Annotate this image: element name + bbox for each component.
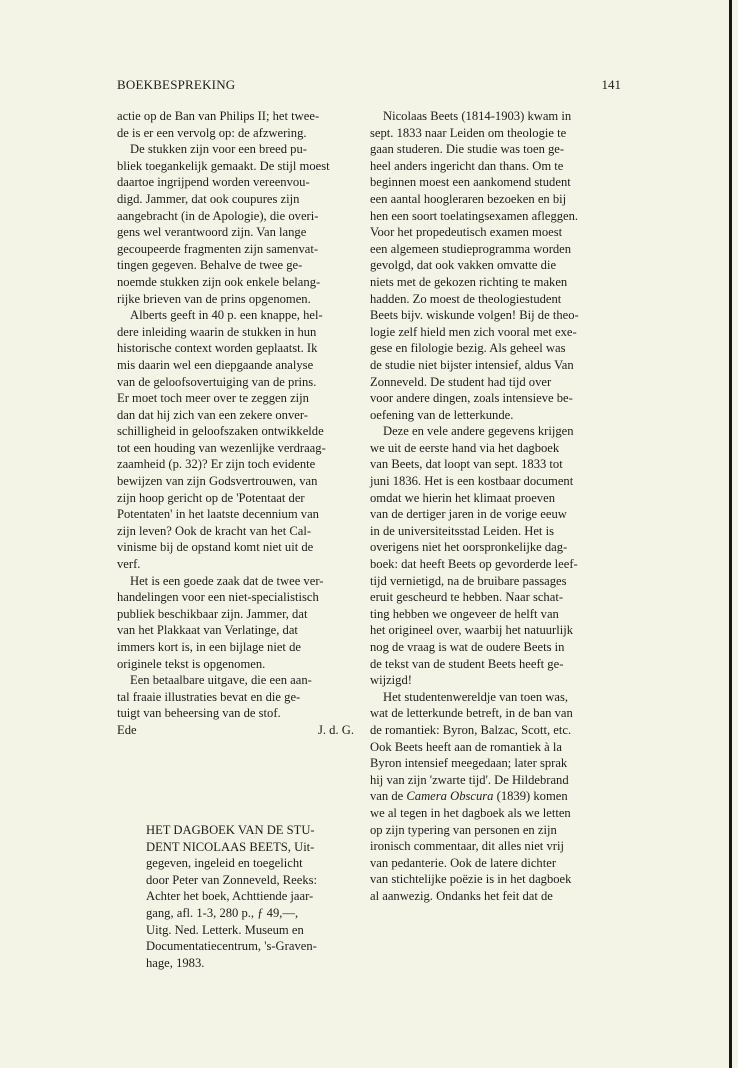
- paragraph-text: Het studentenwereldje van toen was, wat de letterkunde betreft, in de ban van de romantiek: Byron, Balzac, Scott, etc. Ook Beets heeft aan de romantiek à la Byron intensief meegedaan; later sprak hij van zijn 'zwarte tijd'. De Hildebrand van de: [370, 689, 573, 804]
- section-title: BOEKBESPREKING: [117, 77, 236, 92]
- left-column: [117, 108, 354, 739]
- paragraph: De stukken zijn voor een breed pu- bliek toegankelijk gemaakt. De stijl moest daartoe ingrijpend worden vereenvou- digd. Jammer, dat ook coupures zijn aangebracht (in de Apologie), die overi- gens wel verantwoord zijn. Van lange gecoupeerde fragmenten zijn samenvat- tingen gegeven. Behalve de twee ge- noemde stukken zijn ook enkele belang- rijke brieven van de prins opgenomen.: [117, 142, 330, 306]
- right-column: [370, 108, 621, 905]
- paragraph-text: (1839) komen we al tegen in het dagboek als we letten op zijn typering van personen en zijn ironisch commentaar, dit alles niet vrij van pedanterie. Ook de latere dichter van stichtelijke poëzie is in het dagboek al aanwezig. Ondanks het feit dat de: [370, 789, 572, 903]
- book-title: Camera Obscura: [406, 789, 494, 804]
- book-review-entry: HET DAGBOEK VAN DE STU- DENT NICOLAAS BEETS, Uit- gegeven, ingeleid en toegelicht door Peter van Zonneveld, Reeks: Achter het boek, Achttiende jaar- gang, afl. 1-3, 280 p., ƒ 49,—, Uitg. Ned. Letterk. Museum en Documentatiecentrum, 's-Graven- hage, 1983.: [146, 823, 318, 970]
- page-edge: [729, 0, 732, 1068]
- paragraph: Nicolaas Beets (1814-1903) kwam in sept. 1833 naar Leiden om theologie te gaan studeren. Die studie was toen ge- heel anders ingericht dan thans. Om te beginnen moest een aankomend student een aantal hoogleraren bezoeken en bij hen een soort toelatingsexamen afleggen. Voor het propedeutisch examen moest een algemeen studieprogramma worden gevolgd, dat ook vakken omvatte die niets met de gekozen richting te maken hadden. Zo moest de theologiestudent Beets bijv. wiskunde volgen! Bij de theo- logie zelf hield men zich vooral met exe- gese en filologie bezig. Als geheel was de studie niet bijster intensief, aldus Van Zonneveld. De student had tijd over voor andere dingen, zoals intensieve be- oefening van de letterkunde.: [370, 109, 579, 422]
- signature-initials: J. d. G.: [317, 722, 354, 737]
- paragraph: actie op de Ban van Philips II; het twee- de is er een vervolg op: de afzwering.: [117, 109, 320, 140]
- paragraph: Een betaalbare uitgave, die een aan- tal fraaie illustraties bevat en die ge- tuigt van beheersing van de stof.: [117, 673, 312, 721]
- paragraph: Deze en vele andere gegevens krijgen we uit de eerste hand via het dagboek van Beets, dat loopt van sept. 1833 tot juni 1836. Het is een kostbaar document omdat we hierin het klimaat proeven van de dertiger jaren in de vorige eeuw in de universiteitsstad Leiden. Het is overigens niet het oorspronkelijke dag- boek: dat heeft Beets op gevorderde leef- tijd vernietigd, na de bruibare passages eruit gescheurd te hebben. Naar schat- ting hebben we ongeveer de helft van het origineel over, waarbij het natuurlijk nog de vraag is wat de oudere Beets in de tekst van de student Beets heeft ge- wijzigd!: [370, 424, 578, 688]
- paragraph: Het is een goede zaak dat de twee ver- handelingen voor een niet-specialistisch publiek beschikbaar zijn. Jammer, dat van het Plakkaat van Verlatinge, dat immers kort is, in een bijlage niet de originele tekst is opgenomen.: [117, 573, 324, 671]
- paragraph: [370, 689, 621, 905]
- page-number: 141: [601, 77, 621, 92]
- paragraph: Alberts geeft in 40 p. een knappe, hel- dere inleiding waarin de stukken in hun historische context worden geplaatst. Ik mis daarin wel een diepgaande analyse van de geloofsovertuiging van de prins. Er moet toch meer over te zeggen zijn dan dat hij zich van een zekere onver- schilligheid in geloofszaken ontwikkelde tot een houding van wezenlijke verdraag- zaamheid (p. 32)? Er zijn toch evidente bewijzen van zijn Godsvertrouwen, van zijn hoop gericht op de 'Potentaat der Potentaten' in het laatste decennium van zijn leven? Ook de kracht van het Cal- vinisme bij de opstand komt niet uit de verf.: [117, 308, 326, 572]
- signature-place: Ede: [117, 722, 137, 737]
- running-header: [117, 77, 621, 97]
- signature: [117, 722, 354, 739]
